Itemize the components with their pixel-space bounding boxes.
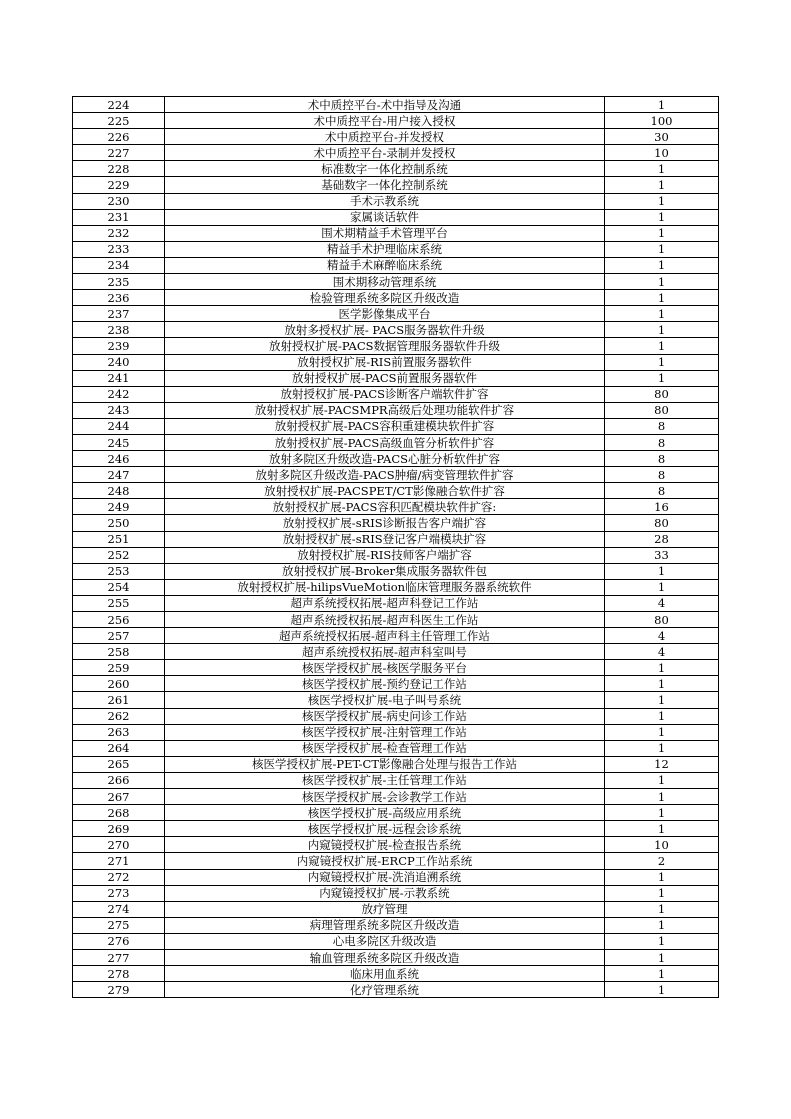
table-row (73, 547, 719, 563)
row-number-cell: 242 (73, 386, 165, 402)
table-row (73, 97, 719, 113)
quantity-cell: 4 (605, 595, 719, 611)
row-number-cell: 254 (73, 579, 165, 595)
table-row (73, 612, 719, 628)
item-name-cell: 手术示教系统 (165, 193, 605, 209)
item-name-cell: 超声系统授权拓展-超声科室叫号 (165, 644, 605, 660)
quantity-cell: 1 (605, 982, 719, 998)
table-row (73, 579, 719, 595)
table-row (73, 129, 719, 145)
table-row (73, 949, 719, 965)
quantity-cell: 1 (605, 563, 719, 579)
table-row (73, 193, 719, 209)
row-number-cell: 268 (73, 805, 165, 821)
item-name-cell: 家属谈话软件 (165, 209, 605, 225)
item-name-cell: 术中质控平台-用户接入授权 (165, 113, 605, 129)
row-number-cell: 235 (73, 274, 165, 290)
row-number-cell: 257 (73, 628, 165, 644)
item-name-cell: 核医学授权扩展-注射管理工作站 (165, 724, 605, 740)
row-number-cell: 244 (73, 418, 165, 434)
row-number-cell: 229 (73, 177, 165, 193)
table-row (73, 869, 719, 885)
quantity-cell: 1 (605, 306, 719, 322)
item-name-cell: 核医学授权扩展-会诊教学工作站 (165, 789, 605, 805)
table-row (73, 644, 719, 660)
item-name-cell: 放疗管理 (165, 901, 605, 917)
item-name-cell: 放射授权扩展-sRIS诊断报告客户端扩容 (165, 515, 605, 531)
row-number-cell: 259 (73, 660, 165, 676)
row-number-cell: 272 (73, 869, 165, 885)
table-row (73, 966, 719, 982)
table-row (73, 724, 719, 740)
quantity-cell: 16 (605, 499, 719, 515)
quantity-cell: 1 (605, 917, 719, 933)
item-name-cell: 核医学授权扩展-远程会诊系统 (165, 821, 605, 837)
table-row (73, 241, 719, 257)
quantity-cell: 8 (605, 467, 719, 483)
item-name-cell: 医学影像集成平台 (165, 306, 605, 322)
table-row (73, 515, 719, 531)
quantity-cell: 1 (605, 161, 719, 177)
row-number-cell: 266 (73, 772, 165, 788)
item-name-cell: 放射授权扩展-PACS前置服务器软件 (165, 370, 605, 386)
item-name-cell: 放射授权扩展-PACS容积重建模块软件扩容 (165, 418, 605, 434)
table-row (73, 402, 719, 418)
table-row (73, 853, 719, 869)
quantity-cell: 1 (605, 209, 719, 225)
row-number-cell: 279 (73, 982, 165, 998)
quantity-cell: 1 (605, 708, 719, 724)
item-name-cell: 围术期移动管理系统 (165, 274, 605, 290)
table-row (73, 370, 719, 386)
quantity-cell: 1 (605, 193, 719, 209)
item-name-cell: 输血管理系统多院区升级改造 (165, 949, 605, 965)
quantity-cell: 1 (605, 177, 719, 193)
row-number-cell: 232 (73, 225, 165, 241)
quantity-cell: 1 (605, 274, 719, 290)
row-number-cell: 243 (73, 402, 165, 418)
row-number-cell: 267 (73, 789, 165, 805)
table-row (73, 933, 719, 949)
quantity-cell: 1 (605, 901, 719, 917)
row-number-cell: 277 (73, 949, 165, 965)
item-name-cell: 放射授权扩展-Broker集成服务器软件包 (165, 563, 605, 579)
row-number-cell: 233 (73, 241, 165, 257)
quantity-cell: 1 (605, 789, 719, 805)
row-number-cell: 270 (73, 837, 165, 853)
table-row (73, 917, 719, 933)
table-row (73, 901, 719, 917)
quantity-cell: 1 (605, 97, 719, 113)
item-name-cell: 内窥镜授权扩展-检查报告系统 (165, 837, 605, 853)
item-name-cell: 精益手术麻醉临床系统 (165, 257, 605, 273)
row-number-cell: 252 (73, 547, 165, 563)
row-number-cell: 231 (73, 209, 165, 225)
row-number-cell: 269 (73, 821, 165, 837)
table-row (73, 821, 719, 837)
row-number-cell: 265 (73, 756, 165, 772)
row-number-cell: 228 (73, 161, 165, 177)
item-name-cell: 心电多院区升级改造 (165, 933, 605, 949)
quantity-cell: 1 (605, 322, 719, 338)
quantity-cell: 8 (605, 434, 719, 450)
table-row (73, 676, 719, 692)
item-name-cell: 检验管理系统多院区升级改造 (165, 290, 605, 306)
item-name-cell: 放射授权扩展-RIS前置服务器软件 (165, 354, 605, 370)
quantity-cell: 1 (605, 949, 719, 965)
table-row (73, 322, 719, 338)
row-number-cell: 245 (73, 434, 165, 450)
table-row (73, 257, 719, 273)
table-row (73, 837, 719, 853)
items-table-body (73, 97, 719, 998)
quantity-cell: 1 (605, 579, 719, 595)
quantity-cell: 4 (605, 644, 719, 660)
row-number-cell: 227 (73, 145, 165, 161)
row-number-cell: 263 (73, 724, 165, 740)
item-name-cell: 内窥镜授权扩展-ERCP工作站系统 (165, 853, 605, 869)
quantity-cell: 1 (605, 821, 719, 837)
quantity-cell: 1 (605, 257, 719, 273)
row-number-cell: 260 (73, 676, 165, 692)
item-name-cell: 化疗管理系统 (165, 982, 605, 998)
row-number-cell: 239 (73, 338, 165, 354)
item-name-cell: 核医学授权扩展-检查管理工作站 (165, 740, 605, 756)
table-row (73, 161, 719, 177)
item-name-cell: 放射多院区升级改造-PACS肿瘤/病变管理软件扩容 (165, 467, 605, 483)
quantity-cell: 1 (605, 885, 719, 901)
item-name-cell: 核医学授权扩展-主任管理工作站 (165, 772, 605, 788)
row-number-cell: 256 (73, 612, 165, 628)
row-number-cell: 253 (73, 563, 165, 579)
table-row (73, 451, 719, 467)
row-number-cell: 224 (73, 97, 165, 113)
quantity-cell: 80 (605, 515, 719, 531)
table-row (73, 467, 719, 483)
quantity-cell: 1 (605, 354, 719, 370)
table-row (73, 708, 719, 724)
item-name-cell: 术中质控平台-并发授权 (165, 129, 605, 145)
item-name-cell: 放射授权扩展-PACS数据管理服务器软件升级 (165, 338, 605, 354)
row-number-cell: 275 (73, 917, 165, 933)
row-number-cell: 262 (73, 708, 165, 724)
table-row (73, 531, 719, 547)
item-name-cell: 内窥镜授权扩展-示教系统 (165, 885, 605, 901)
row-number-cell: 271 (73, 853, 165, 869)
item-name-cell: 放射多院区升级改造-PACS心脏分析软件扩容 (165, 451, 605, 467)
table-row (73, 772, 719, 788)
quantity-cell: 1 (605, 290, 719, 306)
row-number-cell: 249 (73, 499, 165, 515)
table-row (73, 177, 719, 193)
item-name-cell: 超声系统授权拓展-超声科医生工作站 (165, 612, 605, 628)
table-row (73, 595, 719, 611)
table-row (73, 692, 719, 708)
quantity-cell: 1 (605, 338, 719, 354)
table-row (73, 434, 719, 450)
item-name-cell: 超声系统授权拓展-超声科主任管理工作站 (165, 628, 605, 644)
quantity-cell: 1 (605, 724, 719, 740)
quantity-cell: 1 (605, 676, 719, 692)
item-name-cell: 放射授权扩展-hilipsVueMotion临床管理服务器系统软件 (165, 579, 605, 595)
quantity-cell: 80 (605, 402, 719, 418)
quantity-cell: 1 (605, 692, 719, 708)
table-row (73, 145, 719, 161)
row-number-cell: 278 (73, 966, 165, 982)
item-name-cell: 标准数字一体化控制系统 (165, 161, 605, 177)
item-name-cell: 基础数字一体化控制系统 (165, 177, 605, 193)
quantity-cell: 1 (605, 772, 719, 788)
table-row (73, 499, 719, 515)
table-row (73, 113, 719, 129)
row-number-cell: 264 (73, 740, 165, 756)
item-name-cell: 放射多授权扩展- PACS服务器软件升级 (165, 322, 605, 338)
row-number-cell: 250 (73, 515, 165, 531)
quantity-cell: 12 (605, 756, 719, 772)
item-name-cell: 放射授权扩展-PACSPET/CT影像融合软件扩容 (165, 483, 605, 499)
row-number-cell: 240 (73, 354, 165, 370)
quantity-cell: 30 (605, 129, 719, 145)
quantity-cell: 10 (605, 837, 719, 853)
item-name-cell: 放射授权扩展-RIS技师客户端扩容 (165, 547, 605, 563)
table-row (73, 274, 719, 290)
row-number-cell: 225 (73, 113, 165, 129)
table-row (73, 563, 719, 579)
table-row (73, 209, 719, 225)
item-name-cell: 核医学授权扩展-预约登记工作站 (165, 676, 605, 692)
item-name-cell: 术中质控平台-录制并发授权 (165, 145, 605, 161)
item-name-cell: 病理管理系统多院区升级改造 (165, 917, 605, 933)
row-number-cell: 261 (73, 692, 165, 708)
row-number-cell: 236 (73, 290, 165, 306)
row-number-cell: 246 (73, 451, 165, 467)
row-number-cell: 248 (73, 483, 165, 499)
item-name-cell: 放射授权扩展-PACS高级血管分析软件扩容 (165, 434, 605, 450)
row-number-cell: 273 (73, 885, 165, 901)
item-name-cell: 临床用血系统 (165, 966, 605, 982)
row-number-cell: 237 (73, 306, 165, 322)
table-row (73, 354, 719, 370)
quantity-cell: 1 (605, 660, 719, 676)
item-name-cell: 放射授权扩展-PACS容积匹配模块软件扩容: (165, 499, 605, 515)
quantity-cell: 1 (605, 740, 719, 756)
table-row (73, 225, 719, 241)
table-row (73, 418, 719, 434)
quantity-cell: 10 (605, 145, 719, 161)
quantity-cell: 4 (605, 628, 719, 644)
table-row (73, 386, 719, 402)
items-table (72, 96, 719, 998)
row-number-cell: 276 (73, 933, 165, 949)
item-name-cell: 术中质控平台-术中指导及沟通 (165, 97, 605, 113)
table-row (73, 660, 719, 676)
row-number-cell: 274 (73, 901, 165, 917)
row-number-cell: 241 (73, 370, 165, 386)
row-number-cell: 258 (73, 644, 165, 660)
table-row (73, 789, 719, 805)
item-name-cell: 核医学授权扩展-电子叫号系统 (165, 692, 605, 708)
table-row (73, 885, 719, 901)
row-number-cell: 230 (73, 193, 165, 209)
quantity-cell: 33 (605, 547, 719, 563)
table-row (73, 290, 719, 306)
row-number-cell: 251 (73, 531, 165, 547)
item-name-cell: 放射授权扩展-sRIS登记客户端模块扩容 (165, 531, 605, 547)
quantity-cell: 28 (605, 531, 719, 547)
item-name-cell: 核医学授权扩展-病史问诊工作站 (165, 708, 605, 724)
row-number-cell: 255 (73, 595, 165, 611)
quantity-cell: 1 (605, 869, 719, 885)
item-name-cell: 超声系统授权拓展-超声科登记工作站 (165, 595, 605, 611)
quantity-cell: 1 (605, 241, 719, 257)
table-row (73, 306, 719, 322)
quantity-cell: 100 (605, 113, 719, 129)
quantity-cell: 8 (605, 418, 719, 434)
item-name-cell: 核医学授权扩展-高级应用系统 (165, 805, 605, 821)
quantity-cell: 1 (605, 225, 719, 241)
table-row (73, 338, 719, 354)
item-name-cell: 内窥镜授权扩展-洗消追溯系统 (165, 869, 605, 885)
row-number-cell: 226 (73, 129, 165, 145)
table-row (73, 740, 719, 756)
item-name-cell: 放射授权扩展-PACSMPR高级后处理功能软件扩容 (165, 402, 605, 418)
quantity-cell: 8 (605, 451, 719, 467)
row-number-cell: 234 (73, 257, 165, 273)
table-row (73, 628, 719, 644)
quantity-cell: 80 (605, 386, 719, 402)
item-name-cell: 围术期精益手术管理平台 (165, 225, 605, 241)
table-row (73, 756, 719, 772)
quantity-cell: 1 (605, 933, 719, 949)
quantity-cell: 1 (605, 966, 719, 982)
quantity-cell: 1 (605, 370, 719, 386)
quantity-cell: 2 (605, 853, 719, 869)
table-row (73, 483, 719, 499)
item-name-cell: 核医学授权扩展-PET-CT影像融合处理与报告工作站 (165, 756, 605, 772)
item-name-cell: 核医学授权扩展-核医学服务平台 (165, 660, 605, 676)
quantity-cell: 1 (605, 805, 719, 821)
row-number-cell: 247 (73, 467, 165, 483)
table-row (73, 805, 719, 821)
table-row (73, 982, 719, 998)
item-name-cell: 放射授权扩展-PACS诊断客户端软件扩容 (165, 386, 605, 402)
quantity-cell: 8 (605, 483, 719, 499)
row-number-cell: 238 (73, 322, 165, 338)
quantity-cell: 80 (605, 612, 719, 628)
item-name-cell: 精益手术护理临床系统 (165, 241, 605, 257)
